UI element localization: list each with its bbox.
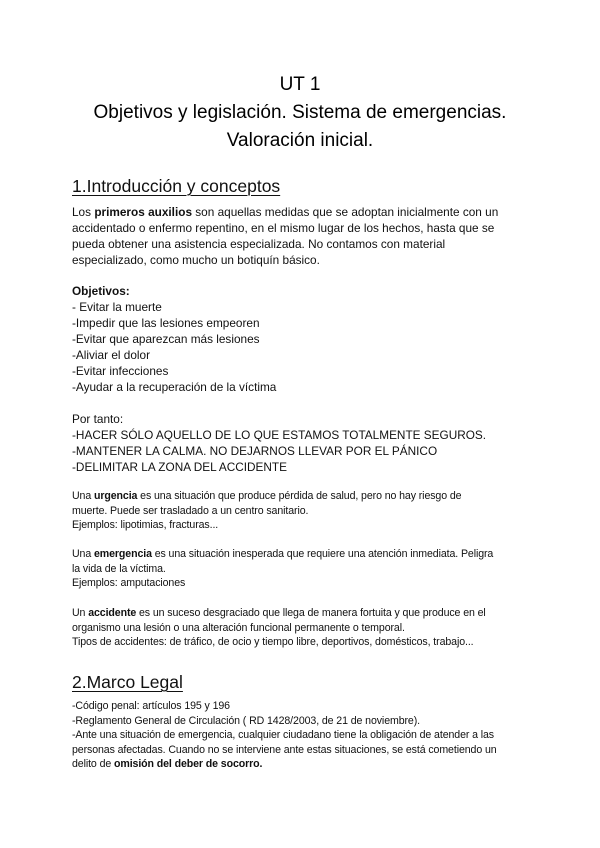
- accidente-paragraph: Un accidente es un suceso desgraciado que llega de manera fortuita y que produce en el organismo una lesión o una alteración funcional permanente o temporal. Tipos de accidentes: de tráfico, de ocio y tiempo libre, deportivos, domésticos, trabajo...: [72, 607, 486, 648]
- emergencia-term: emergencia: [93, 548, 152, 560]
- marco-legal-paragraph: -Código penal: artículos 195 y 196 -Reglamento General de Circulación ( RD 1428/2003, de 21 de noviembre). -Ante una situación de emergencia, cualquier ciudadano tiene la obligación de atender a las personas afectadas. Cuando no se interviene ante estas situaciones, se está cometiendo un delito de omisión del deber de socorro.: [72, 700, 497, 770]
- list-item: -HACER SÓLO AQUELLO DE LO QUE ESTAMOS TOTALMENTE SEGUROS.: [72, 428, 487, 442]
- objectives-label: Objetivos:: [72, 284, 130, 298]
- urgencia-term: urgencia: [93, 490, 138, 502]
- therefore-list: [72, 411, 532, 475]
- list-item: - Evitar la muerte: [72, 300, 162, 314]
- intro-line-2: accidentado o enfermo repentino, en el mismo lugar de los hechos, hasta que se: [72, 221, 495, 235]
- page-title-line-1: Objetivos y legislación. Sistema de emergencias.: [93, 102, 507, 123]
- section-heading-marco-legal: 2.Marco Legal: [72, 672, 183, 692]
- unit-number: UT 1: [279, 74, 321, 95]
- list-item: -Ayudar a la recuperación de la víctima: [72, 380, 277, 394]
- list-item: -DELIMITAR LA ZONA DEL ACCIDENTE: [72, 460, 288, 474]
- omision-term: omisión del deber de socorro.: [114, 758, 263, 770]
- intro-paragraph: [72, 204, 532, 268]
- list-item: -MANTENER LA CALMA. NO DEJARNOS LLEVAR POR EL PÁNICO: [72, 444, 438, 458]
- intro-line-4: especializado, como mucho un botiquín básico.: [72, 253, 320, 267]
- list-item: -Aliviar el dolor: [72, 348, 151, 362]
- emergencia-paragraph: Una emergencia es una situación inesperada que requiere una atención inmediata. Peligra la vida de la víctima. Ejemplos: amputaciones: [72, 548, 494, 589]
- primeros-auxilios-term: primeros auxilios: [94, 205, 192, 219]
- list-item: -Evitar que aparezcan más lesiones: [72, 332, 260, 346]
- intro-line-3: pueda obtener una asistencia especializada. No contamos con material: [72, 237, 446, 251]
- list-item: -Impedir que las lesiones empeoren: [72, 316, 260, 330]
- therefore-label: Por tanto:: [72, 412, 124, 426]
- list-item: -Evitar infecciones: [72, 364, 169, 378]
- objectives-list: [72, 283, 532, 395]
- section-heading-introduccion: 1.Introducción y conceptos: [72, 176, 281, 196]
- accidente-term: accidente: [88, 607, 137, 619]
- title-block: [0, 71, 600, 155]
- urgencia-paragraph: Una urgencia es una situación que produce pérdida de salud, pero no hay riesgo de muerte. Puede ser trasladado a un centro sanitario. Ejemplos: lipotimias, fracturas...: [72, 490, 462, 531]
- intro-line-1: Los primeros auxilios son aquellas medidas que se adoptan inicialmente con un: [72, 205, 499, 219]
- page-title-line-2: Valoración inicial.: [226, 130, 374, 151]
